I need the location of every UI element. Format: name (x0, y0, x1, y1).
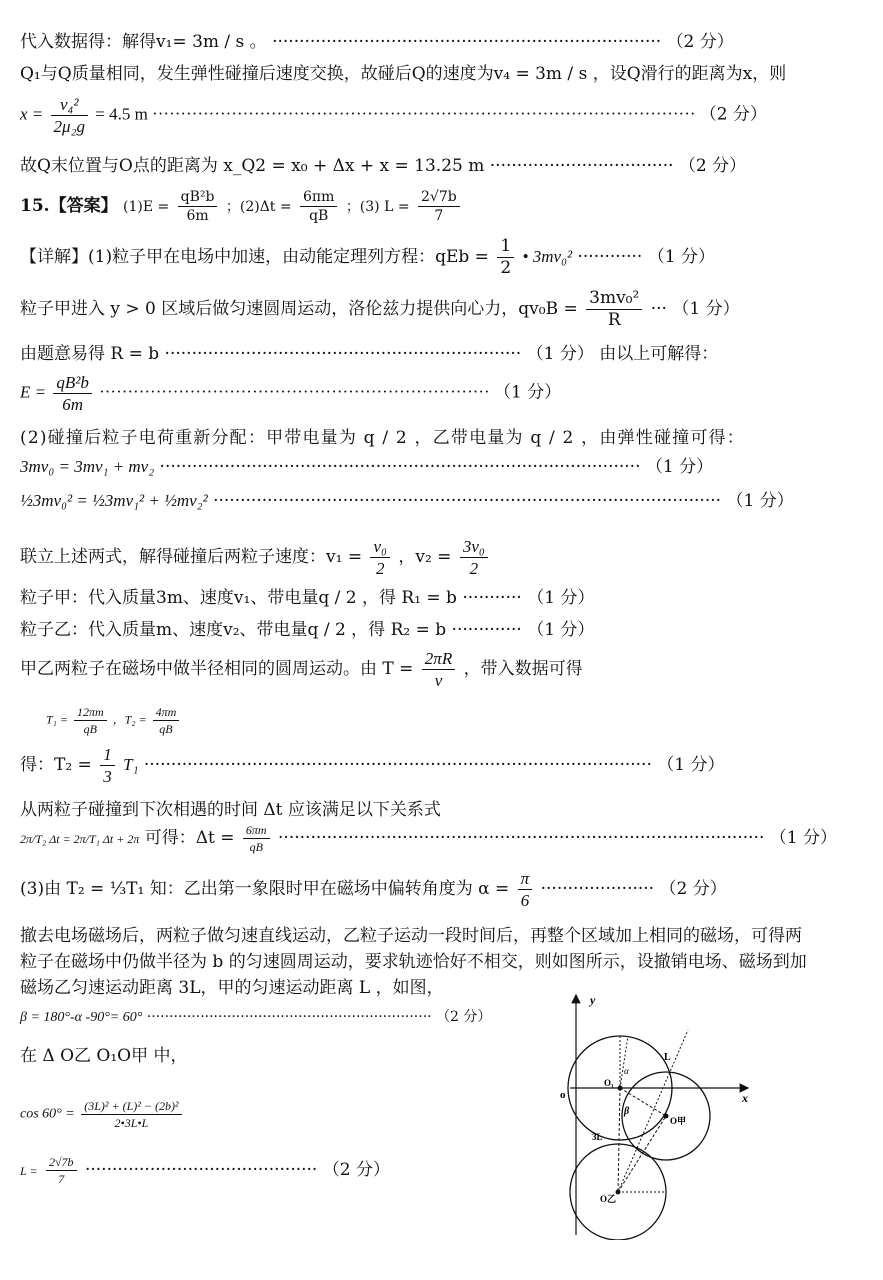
line-oyi-ojia (618, 1116, 666, 1192)
numerator: 1 (100, 746, 115, 766)
text: 代入数据得：解得v₁= 3m / s 。 (20, 32, 267, 52)
numerator: 3v₀ (460, 538, 488, 558)
leader-dots: ································································································ (152, 104, 696, 124)
line-22: 撤去电场磁场后，两粒子做匀速直线运动，乙粒子运动一段时间后，再整个区域加上相同的磁场，可得两 (20, 926, 802, 946)
denominator: qB (83, 722, 97, 736)
fraction (81, 1100, 181, 1129)
leader-dots: ······························································································ (143, 755, 652, 775)
line-24: 磁场乙匀速运动距离 3L，甲的匀速运动距离 L ，如图， (20, 978, 444, 998)
denominator: 2 (500, 258, 512, 278)
score: （2 分） (699, 104, 767, 125)
numerator: π (518, 870, 533, 890)
denominator: qB (249, 840, 263, 854)
leader-dots: ······························································································ (213, 491, 722, 511)
leader-dots: ·································································· (164, 344, 522, 364)
line-16 (20, 650, 583, 689)
score: （1 分） (527, 588, 595, 608)
line-3 (20, 96, 767, 135)
line-8 (20, 346, 718, 363)
leader-dots: ····················· (540, 879, 655, 899)
fraction (100, 746, 115, 785)
fraction (243, 824, 270, 853)
line-26: 在 Δ O乙 O₁O甲 中， (20, 1046, 188, 1066)
score: （1 分） (769, 828, 837, 848)
text-mid: ，v₂ = (398, 547, 452, 567)
numerator: 6πm (243, 824, 270, 839)
line-11 (20, 458, 713, 476)
trajectory-figure (548, 990, 758, 1240)
center-oyi (616, 1190, 621, 1195)
score: （1 分） (657, 755, 725, 775)
score: （1 分） (527, 620, 595, 640)
score: （2 分） (436, 1009, 492, 1025)
label-l: L (664, 1052, 671, 1063)
origin-label: o (560, 1089, 566, 1101)
text: 由题意易得 R = b (20, 344, 160, 364)
denominator: 6 (520, 891, 530, 910)
numerator: 2√7b (418, 190, 460, 207)
label-3l: 3L (592, 1132, 603, 1142)
lhs: E = (20, 382, 47, 402)
equation: 3mv₀ = 3mv₁ + mv₂ (20, 457, 155, 476)
line-10: (2)碰撞后粒子电荷重新分配：甲带电量为 q / 2 ，乙带电量为 q / 2 ，由弹性碰撞可得： (20, 428, 745, 448)
score: （1 分） (526, 344, 594, 364)
text: 故Q末位置与O点的距离为 x_Q2 = x₀ + Δx + x = 13.25 m (20, 156, 485, 176)
denominator: v (434, 671, 443, 690)
line-27 (20, 1100, 185, 1129)
part-1-lhs: (1)E = (122, 199, 170, 215)
equation: β = 180°-α -90°= 60° (20, 1010, 143, 1025)
fraction (74, 706, 107, 735)
label-ojia: O甲 (670, 1116, 687, 1126)
rhs: • 3mv₀² (522, 247, 573, 266)
denominator: 2 (469, 559, 479, 578)
denominator: 3 (103, 767, 112, 786)
line-13 (20, 538, 491, 577)
text: 粒子甲进入 y > 0 区域后做匀速圆周运动，洛伦兹力提供向心力，qv₀B = (20, 299, 578, 319)
leader-dots: ············ (577, 247, 643, 267)
fraction (153, 706, 180, 735)
leader-dots: ·························································································· (278, 828, 765, 848)
denominator: 7 (58, 1172, 65, 1186)
line-alpha (620, 1036, 628, 1088)
relation: 2π/T₂ Δt = 2π/T₁ Δt + 2π (20, 832, 140, 846)
score: （2 分） (322, 1160, 390, 1180)
fraction (53, 374, 91, 413)
fraction (51, 96, 88, 135)
fraction (586, 290, 642, 329)
tail: T₁ (123, 755, 139, 774)
lhs-b: ，T₂ = (112, 712, 147, 727)
label-o1: O₁ (604, 1078, 614, 1088)
denominator: qB (159, 722, 173, 736)
line-6 (20, 238, 715, 277)
line-1 (20, 34, 734, 51)
fraction (178, 190, 218, 223)
line-17 (46, 706, 182, 735)
lhs-a: T₁ = (46, 712, 68, 727)
text: (3)由 T₂ = ⅓T₁ 知：乙出第一象限时甲在磁场中偏转角度为 α = (20, 879, 510, 899)
leader-dots: ································································ (146, 1009, 432, 1025)
numerator: v₄² (51, 96, 88, 116)
tail-text: ，带入数据可得 (463, 659, 583, 679)
score: （1 分） (493, 382, 562, 403)
line-28 (20, 1156, 390, 1185)
numerator: 1 (497, 238, 514, 258)
line-14 (20, 590, 594, 607)
fraction (46, 1156, 77, 1185)
score: （1 分） (645, 457, 714, 477)
numerator: (3L)² + (L)² − (2b)² (81, 1100, 181, 1115)
numerator: 3mv₀² (586, 290, 642, 310)
lhs: x = (20, 104, 44, 124)
line-15 (20, 622, 594, 639)
numerator: 2√7b (46, 1156, 77, 1171)
center-o1 (618, 1086, 623, 1091)
line-9 (20, 374, 561, 413)
leader-dots: ··········································· (84, 1160, 318, 1180)
denominator: qB (309, 208, 329, 224)
text: 【详解】(1)粒子甲在电场中加速，由动能定理列方程：qEb = (20, 247, 489, 267)
label-alpha: α (624, 1066, 629, 1076)
line-4 (20, 158, 746, 175)
fraction (370, 538, 389, 577)
score: （1 分） (726, 491, 794, 511)
text: 得：T₂ = (20, 755, 92, 775)
fraction (422, 650, 455, 689)
numerator: qB²b (53, 374, 91, 394)
lhs: L = (20, 1164, 38, 1178)
text: 可得：Δt = (144, 828, 235, 848)
score: （2 分） (659, 879, 727, 899)
line-21 (20, 870, 727, 909)
denominator: R (607, 310, 621, 330)
fraction (418, 190, 460, 223)
label-beta: β (624, 1106, 630, 1117)
score: （2 分） (678, 156, 747, 176)
line-2: Q₁与Q质量相同，发生弹性碰撞后速度交换，故碰后Q的速度为v₄ = 3m / s ，设Q滑行的距离为x，则 (20, 64, 787, 84)
fraction (460, 538, 488, 577)
denominator: 2•3L•L (114, 1116, 149, 1130)
numerator: 6πm (300, 190, 337, 207)
numerator: v₀ (370, 538, 389, 558)
denominator: 6m (186, 208, 209, 224)
line-7 (20, 290, 740, 329)
line-19: 从两粒子碰撞到下次相遇的时间 Δt 应该满足以下关系式 (20, 800, 441, 820)
numerator: 4πm (153, 706, 180, 721)
part-3-lhs: ；(3) L = (345, 199, 410, 215)
fraction (518, 870, 533, 909)
text: 粒子甲：代入质量3m、速度v₁、带电量q / 2 ，得 R₁ = b (20, 588, 457, 608)
leader-dots: ·································· (489, 156, 674, 176)
denominator: 2 (375, 559, 385, 578)
line-25 (20, 1010, 491, 1025)
line-18 (20, 746, 725, 785)
part-2-lhs: ；(2)Δt = (225, 199, 292, 215)
score: （1 分） (672, 299, 740, 319)
score: （2 分） (666, 32, 734, 52)
text: 联立上述两式，解得碰撞后两粒子速度：v₁ = (20, 547, 363, 567)
text: 粒子乙：代入质量m、速度v₂、带电量q / 2 ，得 R₂ = b (20, 620, 447, 640)
x-axis-label: x (742, 1091, 748, 1105)
lhs: cos 60° = (20, 1106, 75, 1122)
leader-dots: ············· (451, 620, 522, 640)
numerator: qB²b (178, 190, 218, 207)
fraction (300, 190, 337, 223)
text: 甲乙两粒子在磁场中做半径相同的圆周运动。由 T = (20, 659, 414, 679)
line-23: 粒子在磁场中仍做半径为 b 的匀速圆周运动，要求轨迹恰好不相交，则如图所示，设撤销电场、磁场到加 (20, 952, 807, 972)
tail-text: 由以上可解得： (599, 344, 719, 364)
answer-heading: 15.【答案】 (20, 196, 118, 216)
numerator: 2πR (422, 650, 455, 670)
numerator: 12πm (74, 706, 107, 721)
label-oyi: O乙 (600, 1194, 617, 1204)
rhs: = 4.5 m (95, 104, 148, 124)
fraction (497, 238, 514, 277)
leader-dots: ····································································· (99, 382, 490, 402)
line-12 (20, 492, 794, 510)
y-axis-label: y (590, 993, 596, 1007)
denominator: 7 (434, 208, 444, 224)
line-20 (20, 824, 837, 853)
line-5-answer (20, 190, 463, 223)
leader-dots: ··· (650, 299, 667, 319)
score: （1 分） (647, 247, 715, 267)
denominator: 2μ₂g (53, 117, 85, 136)
center-ojia (664, 1114, 669, 1119)
leader-dots: ········································································ (272, 32, 662, 52)
leader-dots: ··········· (462, 588, 522, 608)
leader-dots: ························································································· (159, 457, 641, 477)
denominator: 6m (62, 395, 83, 414)
equation: ½3mv₀² = ½3mv₁² + ½mv₂² (20, 491, 208, 510)
